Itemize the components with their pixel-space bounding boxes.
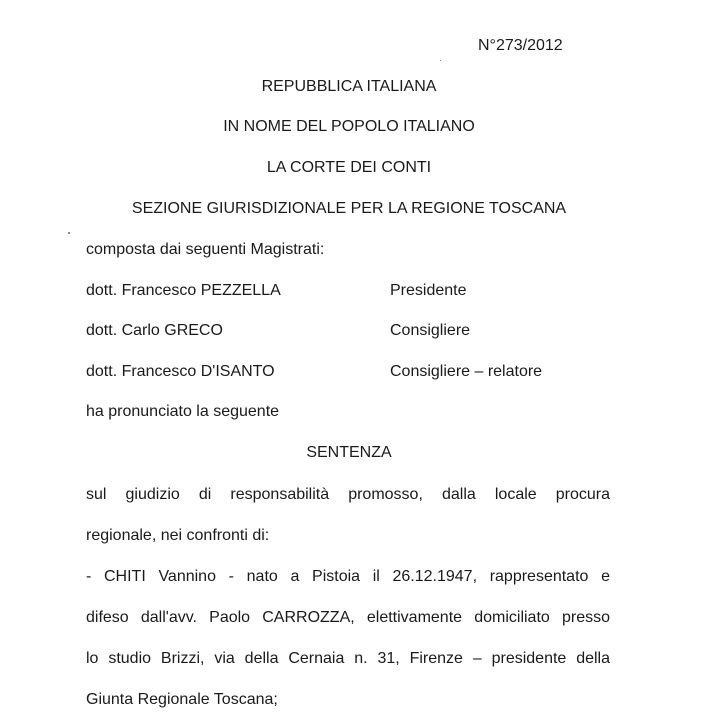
body-line-2: regionale, nei confronti di: [86,527,270,544]
judge-role: Consigliere – relatore [390,363,543,380]
body-line-1: sul giudizio di responsabilità promosso, dalla locale procura [86,486,610,503]
sentence-title: SENTENZA [306,444,392,461]
heading-line-4: SEZIONE GIURISDIZIONALE PER LA REGIONE TOSCANA [131,200,567,217]
judge-name: dott. Carlo GRECO [86,322,223,339]
judge-name: dott. Francesco PEZZELLA [86,282,281,299]
body-line-6: Giunta Regionale Toscana; [86,691,278,708]
scan-speck [68,232,70,234]
scan-speck [440,60,441,61]
composition-intro: composta dai seguenti Magistrati: [86,241,325,258]
body-line-5: lo studio Brizzi, via della Cernaia n. 31, Firenze – presidente della [86,650,610,667]
heading-line-2: IN NOME DEL POPOLO ITALIANO [223,118,475,135]
sentence-number: N°273/2012 [478,37,563,54]
judge-role: Presidente [390,282,467,299]
judge-name: dott. Francesco D'ISANTO [86,363,275,380]
pronounced-line: ha pronunciato la seguente [86,403,280,420]
body-line-4: difeso dall'avv. Paolo CARROZZA, elettivamente domiciliato presso [86,609,610,626]
heading-line-1: REPUBBLICA ITALIANA [261,78,437,95]
heading-line-3: LA CORTE DEI CONTI [266,159,432,176]
judge-role: Consigliere [390,322,471,339]
body-line-3: - CHITI Vannino - nato a Pistoia il 26.12.1947, rappresentato e [86,568,610,585]
